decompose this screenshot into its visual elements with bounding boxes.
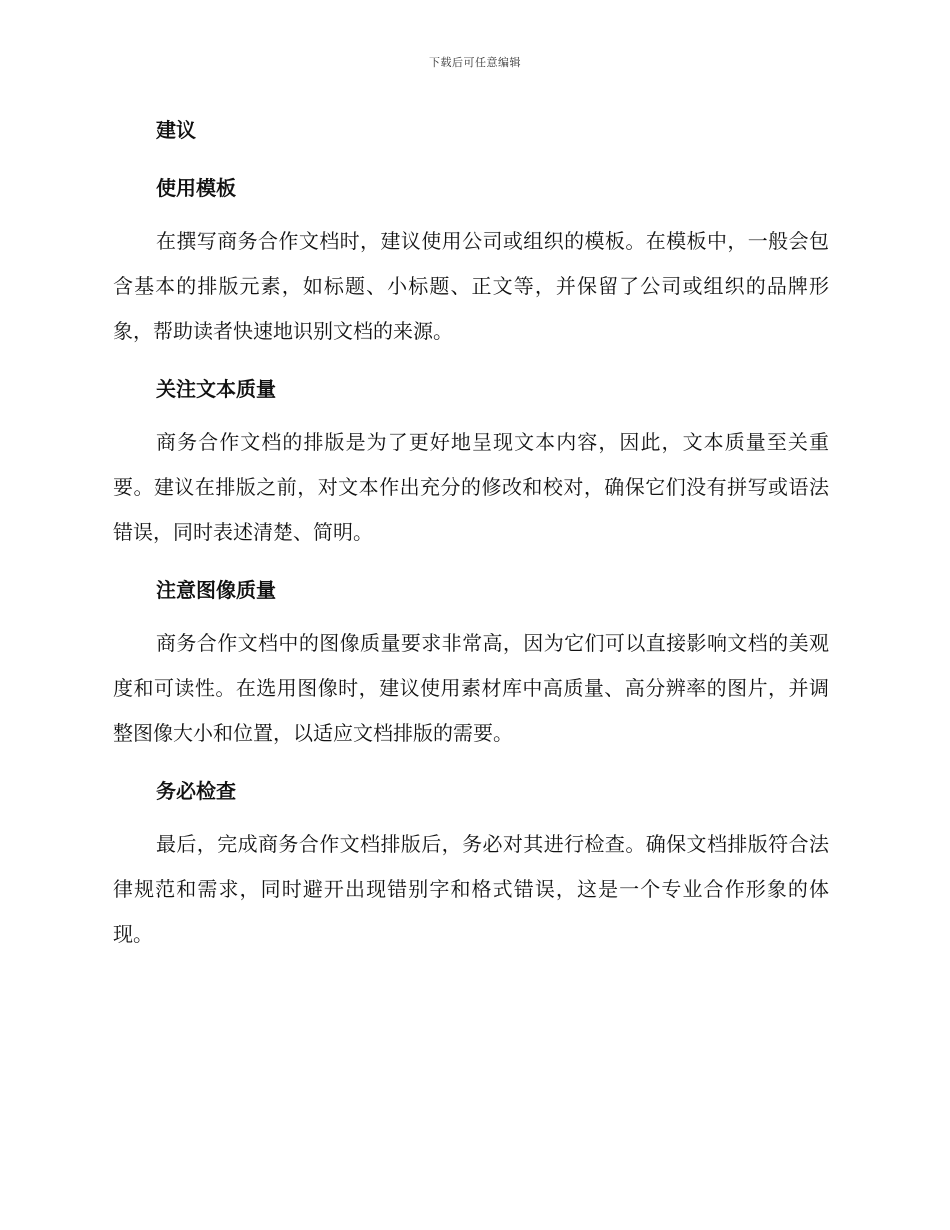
section-image-quality (113, 568, 829, 756)
section-heading: 关注文本质量 (156, 377, 276, 401)
section-heading: 注意图像质量 (156, 578, 276, 602)
section-paragraph: 最后，完成商务合作文档排版后，务必对其进行检查。确保文档排版符合法律规范和需求，同时避开出现错别字和格式错误，这是一个专业合作形象的体现。 (113, 832, 829, 946)
section-paragraph: 商务合作文档的排版是为了更好地呈现文本内容，因此，文本质量至关重要。建议在排版之前，对文本作出充分的修改和校对，确保它们没有拼写或语法错误，同时表述清楚、简明。 (113, 430, 829, 544)
section-must-check (113, 769, 829, 957)
document-body (113, 108, 829, 970)
document-title: 建议 (156, 118, 196, 142)
section-paragraph: 在撰写商务合作文档时，建议使用公司或组织的模板。在模板中，一般会包含基本的排版元素，如标题、小标题、正文等，并保留了公司或组织的品牌形象，帮助读者快速地识别文档的来源。 (113, 229, 829, 343)
section-use-template (113, 166, 829, 354)
section-paragraph: 商务合作文档中的图像质量要求非常高，因为它们可以直接影响文档的美观度和可读性。在选用图像时，建议使用素材库中高质量、高分辨率的图片，并调整图像大小和位置，以适应文档排版的需要。 (113, 631, 829, 745)
section-heading: 使用模板 (156, 176, 236, 200)
page-header: 下载后可任意编辑 (429, 56, 521, 69)
section-text-quality (113, 367, 829, 555)
section-heading: 务必检查 (156, 779, 236, 803)
